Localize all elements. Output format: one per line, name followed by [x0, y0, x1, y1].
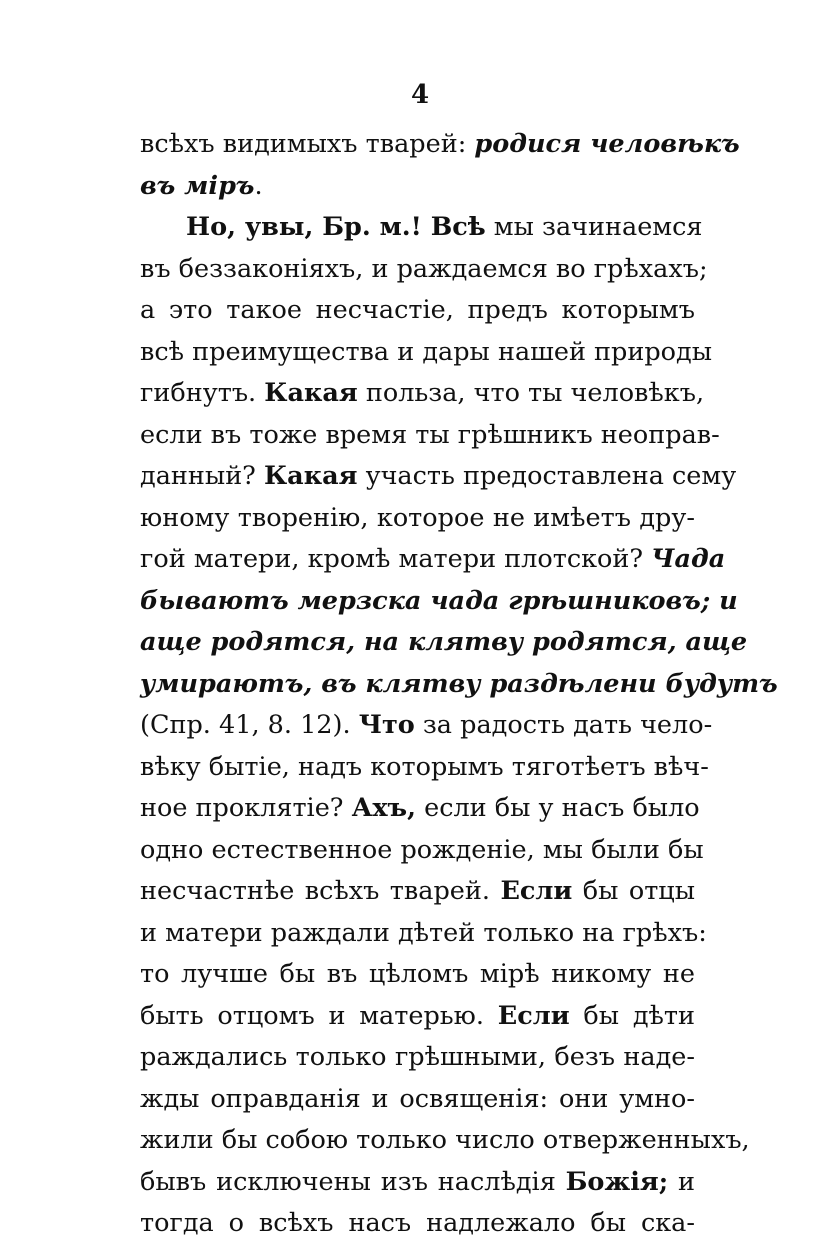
text-span: ное проклятіе?	[140, 793, 352, 823]
text-span: бы дѣти	[569, 1000, 696, 1031]
text-line	[140, 996, 695, 1038]
italic-text: аще родятся, на клятву родятся, аще	[140, 627, 748, 657]
text-line	[140, 415, 720, 457]
text-line	[140, 166, 695, 208]
text-line	[140, 581, 738, 623]
italic-text: бываютъ мерзска чада грѣшниковъ; и	[140, 585, 738, 616]
bold-text: Но, увы, Бр. м.! Всѣ	[186, 212, 486, 242]
body-text	[140, 124, 778, 1245]
text-line	[140, 1162, 695, 1204]
italic-text: въ міръ	[140, 170, 255, 201]
bold-text: Какая	[263, 461, 358, 491]
text-line	[140, 1037, 695, 1079]
text-span: если бы у насъ было	[416, 793, 700, 823]
text-span: всѣхъ видимыхъ тварей:	[140, 129, 475, 159]
text-line	[140, 871, 695, 913]
text-line	[140, 788, 700, 830]
text-line	[140, 373, 705, 415]
text-span: участь предоставлена сему	[357, 461, 737, 491]
text-span: и матери раждали дѣтей только на грѣхъ:	[140, 917, 707, 948]
text-line	[140, 332, 713, 374]
text-span: .	[254, 170, 263, 201]
text-line	[140, 1120, 750, 1162]
text-line	[140, 207, 703, 249]
text-span: жили бы собою только число отверженныхъ,	[140, 1125, 750, 1155]
text-line	[140, 913, 707, 955]
bold-text: Что	[358, 710, 415, 740]
page-number: 4	[410, 80, 430, 110]
text-span: данный?	[140, 461, 264, 491]
text-span: вѣку бытіе, надъ которымъ тяготѣетъ вѣч-	[140, 751, 709, 782]
bold-text: Ахъ,	[351, 793, 416, 823]
text-span: быть отцомъ и матерью.	[140, 1000, 498, 1031]
text-span: бывъ исключены изъ наслѣдія	[140, 1166, 566, 1197]
text-span: и	[668, 1166, 695, 1197]
text-line	[140, 830, 704, 872]
text-line	[140, 539, 726, 581]
italic-text: Чада	[651, 544, 726, 574]
text-line	[140, 747, 709, 789]
text-span: польза, что ты человѣкъ,	[357, 378, 705, 408]
text-line	[140, 1079, 695, 1121]
text-line	[140, 498, 695, 540]
text-span: тогда о всѣхъ насъ надлежало бы ска-	[140, 1208, 695, 1238]
text-span: бы отцы	[572, 876, 695, 906]
text-span: гибнутъ.	[140, 378, 265, 408]
text-span: раждались только грѣшными, безъ наде-	[140, 1042, 695, 1072]
text-span: мы зачинаемся	[485, 212, 703, 242]
text-line	[140, 249, 708, 291]
text-line	[140, 622, 748, 664]
text-span: а это такое несчастіе, предъ которымъ	[140, 295, 695, 325]
text-span: одно естественное рожденіе, мы были бы	[140, 834, 704, 865]
text-span: въ беззаконіяхъ, и раждаемся во грѣхахъ;	[140, 253, 708, 284]
text-span: всѣ преимущества и дары нашей природы	[140, 336, 713, 367]
text-line	[140, 1203, 695, 1245]
text-line	[140, 290, 695, 332]
text-span: (Спр. 41, 8. 12).	[140, 710, 359, 740]
text-span: если въ тоже время ты грѣшникъ неоправ-	[140, 419, 720, 450]
bold-text: Божія;	[565, 1166, 669, 1197]
text-line	[140, 664, 778, 706]
text-span: несчастнѣе всѣхъ тварей.	[140, 876, 501, 906]
text-span: гой матери, кромѣ матери плотской?	[140, 544, 652, 574]
text-line	[140, 705, 713, 747]
italic-text: умираютъ, въ клятву раздѣлени будутъ	[140, 668, 778, 699]
text-line	[140, 456, 737, 498]
bold-text: Какая	[264, 378, 358, 408]
text-line	[140, 954, 695, 996]
bold-text: Если	[500, 876, 573, 906]
text-span: то лучше бы въ цѣломъ мірѣ никому не	[140, 959, 695, 989]
text-span: юному творенію, которое не имѣетъ дру-	[140, 502, 695, 533]
text-line	[140, 124, 740, 166]
text-span: за радость дать чело-	[414, 710, 713, 740]
italic-text: родися человѣкъ	[474, 129, 740, 159]
bold-text: Если	[497, 1000, 570, 1031]
text-span: жды оправданія и освященія: они умно-	[140, 1083, 695, 1114]
